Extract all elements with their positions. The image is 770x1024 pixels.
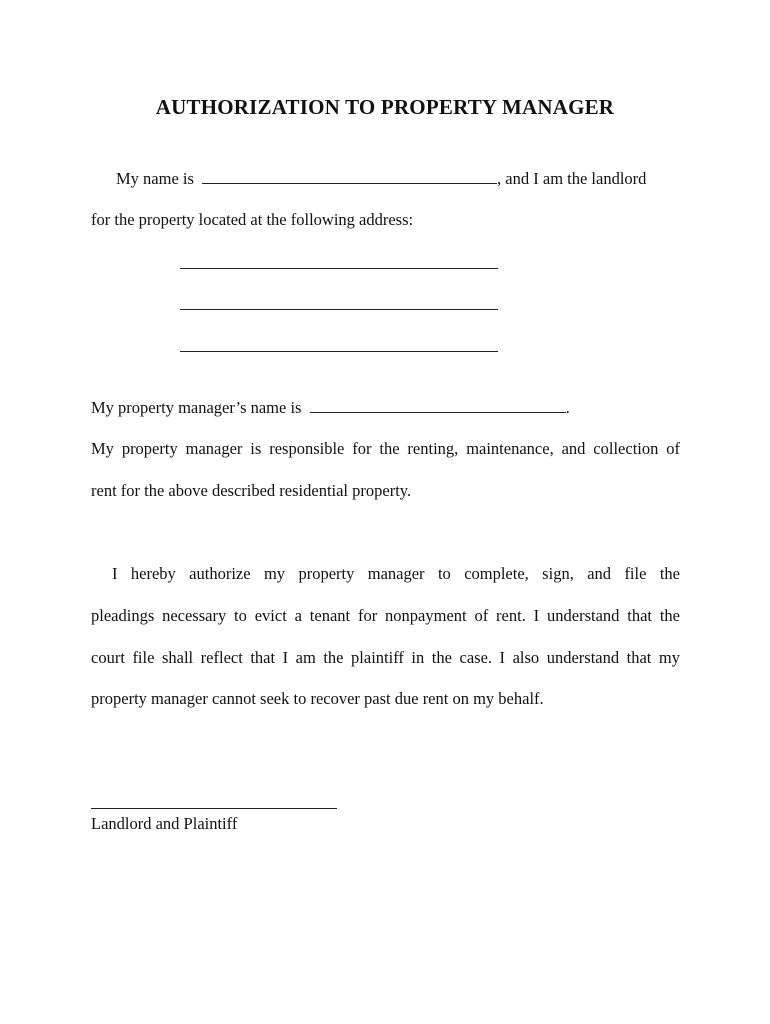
landlord-name-field[interactable] — [202, 169, 497, 184]
address-line-2-field[interactable] — [180, 309, 498, 310]
authorization-line-1: I hereby authorize my property manager to complete, sign, and file the — [112, 564, 680, 583]
signature-field[interactable] — [91, 808, 337, 809]
manager-name-prefix: My property manager’s name is — [91, 398, 302, 417]
landlord-name-prefix: My name is — [116, 169, 194, 188]
landlord-name-suffix: , and I am the landlord — [497, 169, 647, 188]
manager-name-sentence — [91, 397, 570, 419]
manager-name-suffix: . — [565, 398, 570, 417]
address-intro-line: for the property located at the following address: — [91, 210, 414, 229]
authorization-line-3: court file shall reflect that I am the plaintiff in the case. I also understand that my — [91, 648, 680, 667]
address-line-3-field[interactable] — [180, 351, 498, 352]
document-title: AUTHORIZATION TO PROPERTY MANAGER — [155, 95, 615, 119]
landlord-name-sentence — [116, 168, 680, 190]
responsibility-line-2: rent for the above described residential property. — [91, 481, 412, 500]
authorization-line-4: property manager cannot seek to recover past due rent on my behalf. — [91, 689, 544, 708]
signature-label: Landlord and Plaintiff — [91, 814, 238, 833]
address-line-1-field[interactable] — [180, 268, 498, 269]
authorization-line-2: pleadings necessary to evict a tenant for nonpayment of rent. I understand that the — [91, 606, 680, 625]
manager-name-field[interactable] — [310, 398, 566, 413]
responsibility-line-1: My property manager is responsible for the renting, maintenance, and collection of — [91, 439, 680, 458]
